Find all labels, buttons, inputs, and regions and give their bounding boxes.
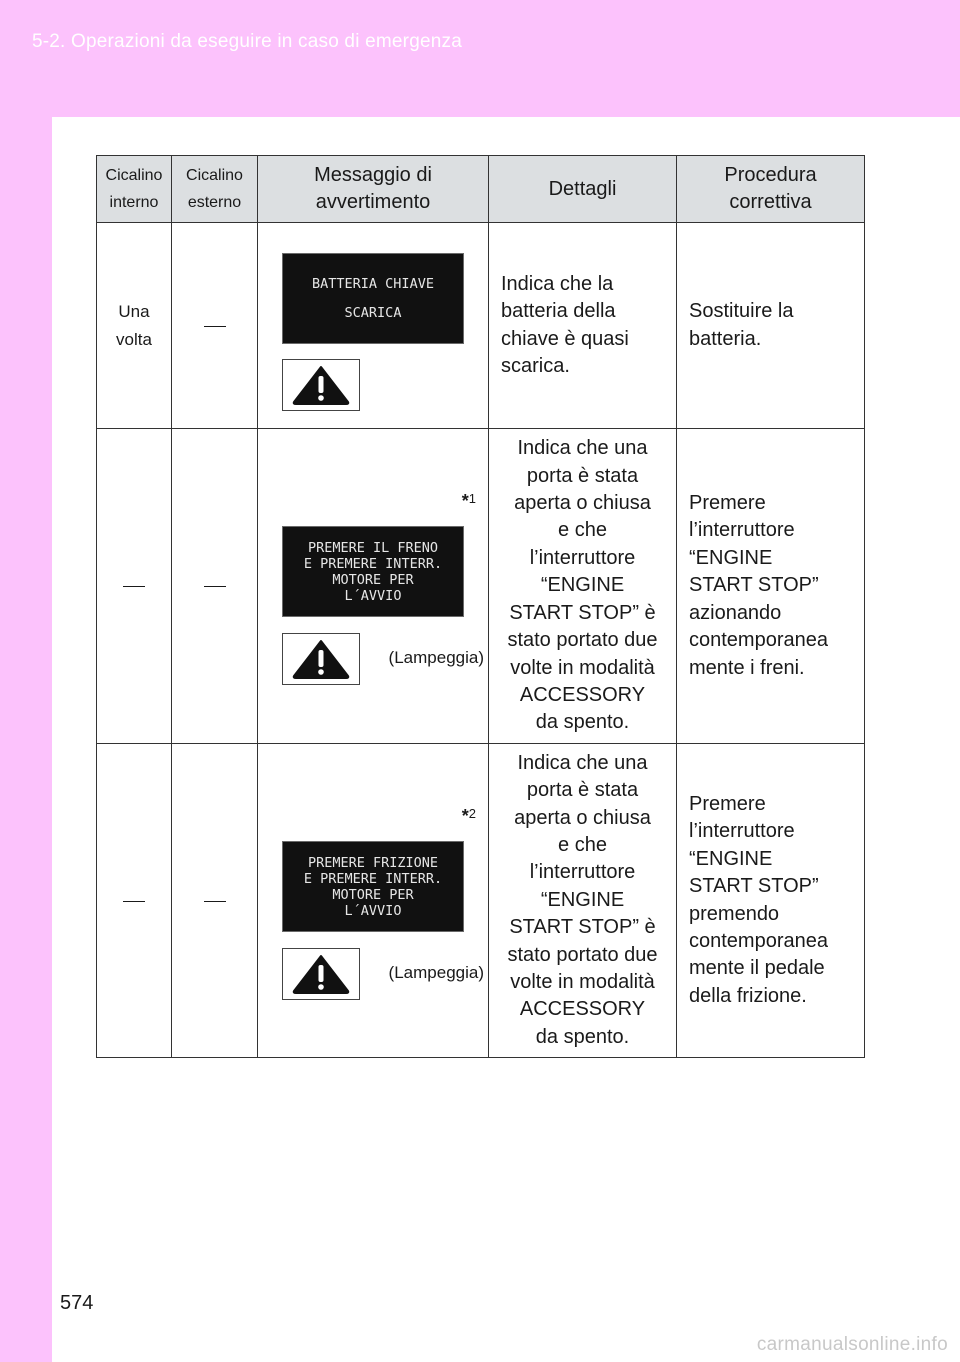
footnote-number: 2 [468,806,476,821]
display-line: BATTERIA CHIAVE [312,275,434,292]
footnote-asterisk: * [461,491,469,511]
table-header-row [97,156,865,223]
external-buzzer-cell [172,429,258,744]
internal-buzzer-cell [97,429,172,744]
col-warning-message: Messaggio di avvertimento [258,156,489,223]
table-row [97,744,865,1058]
display-line: L´AVVIO [344,902,402,919]
table-row [97,429,865,744]
footnote-marker [462,491,476,512]
section-title: 5-2. Operazioni da eseguire in caso di emergenza [32,31,462,52]
dash-mark [204,901,226,902]
display-message [282,253,464,344]
warning-table [96,155,865,1058]
watermark: carmanualsonline.info [756,1334,948,1355]
footnote-asterisk: * [461,806,469,826]
dash-mark [204,326,226,327]
display-line: MOTORE PER [332,886,414,903]
display-message [282,841,464,932]
col-details: Dettagli [489,156,677,223]
display-line: L´AVVIO [344,587,402,604]
warning-triangle-icon [282,359,360,411]
procedure-cell: Premere l’interruttore “ENGINE START STOP” premendo contemporanea mente il pedale della frizione. [677,744,865,1058]
display-line: PREMERE IL FRENO [307,539,439,556]
page-number: 574 [60,1292,94,1314]
display-line: MOTORE PER [332,571,414,588]
display-line: SCARICA [344,304,402,321]
blink-note: (Lampeggia) [388,648,484,667]
internal-buzzer-cell: Una volta [97,223,172,429]
header-band [0,0,960,117]
warning-message-cell [258,429,489,744]
procedure-cell: Sostituire la batteria. [677,223,865,429]
details-cell: Indica che una porta è stata aperta o chiusa e che l’interruttore “ENGINE START STOP” è stato portato due volte in modalità ACCESSORY da spento. [489,429,677,744]
external-buzzer-cell [172,744,258,1058]
warning-message-cell [258,744,489,1058]
warning-message-cell [258,223,489,429]
details-cell: Indica che una porta è stata aperta o chiusa e che l’interruttore “ENGINE START STOP” è stato portato due volte in modalità ACCESSORY da spento. [489,744,677,1058]
details-cell: Indica che la batteria della chiave è quasi scarica. [489,223,677,429]
external-buzzer-cell [172,223,258,429]
internal-buzzer-cell [97,744,172,1058]
display-line: E PREMERE INTERR. [303,870,443,887]
warning-triangle-icon [282,633,360,685]
col-procedure: Procedura correttiva [677,156,865,223]
warning-triangle-icon [282,948,360,1000]
display-message [282,526,464,617]
display-line: E PREMERE INTERR. [303,555,443,572]
footnote-number: 1 [468,491,476,506]
col-internal-buzzer: Cicalino interno [97,156,172,223]
display-line: PREMERE FRIZIONE [307,854,439,871]
dash-mark [123,901,145,902]
col-external-buzzer: Cicalino esterno [172,156,258,223]
blink-note: (Lampeggia) [388,963,484,982]
side-band [0,117,52,1362]
dash-mark [204,586,226,587]
dash-mark [123,586,145,587]
procedure-cell: Premere l’interruttore “ENGINE START STOP” azionando contemporanea mente i freni. [677,429,865,744]
table-row [97,223,865,429]
footnote-marker [462,806,476,827]
